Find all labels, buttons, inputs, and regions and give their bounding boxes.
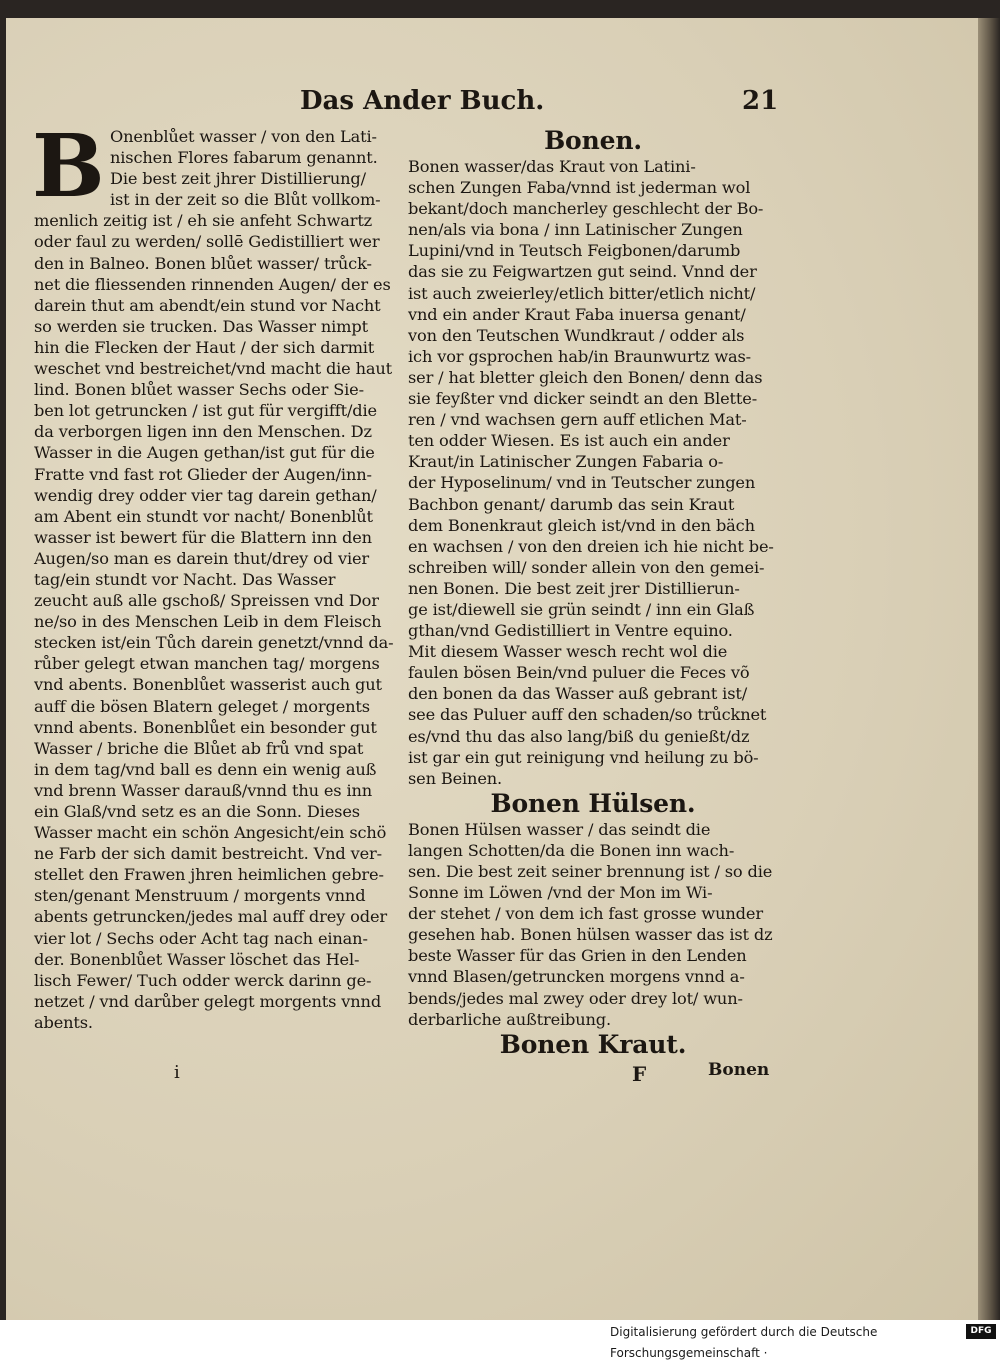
text-line: hin die Flecken der Haut / der sich darmit — [34, 337, 375, 357]
text-line: wendig drey odder vier tag darein gethan/ — [34, 485, 377, 505]
text-line: Wasser in die Augen gethan/ist gut für die — [34, 443, 375, 463]
text-line: stecken ist/ein Tůch darein genetzt/vnnd da- — [34, 633, 394, 653]
text-line: darein thut am abendt/ein stund vor Nacht — [34, 295, 381, 315]
text-line: vnd brenn Wasser darauß/vnnd thu es inn — [34, 780, 373, 800]
text-line: lisch Fewer/ Tuch odder werck darinn ge- — [34, 970, 372, 990]
text-line: ben lot getruncken / ist gut für vergifft/die — [34, 401, 377, 421]
page-number: 21 — [742, 86, 779, 116]
text-line: Lupini/vnd in Teutsch Feigbonen/darumb — [408, 241, 741, 261]
left-column — [32, 116, 394, 1033]
text-line: Mit diesem Wasser wesch recht wol die — [408, 642, 728, 662]
text-line: da verborgen ligen inn den Menschen. Dz — [34, 422, 372, 442]
text-line: Onenblůet wasser / von den Lati- — [110, 127, 377, 146]
text-line: gesehen hab. Bonen hülsen wasser das ist dz — [408, 925, 773, 945]
text-line: der stehet / von dem ich fast grosse wunder — [408, 904, 763, 924]
text-line: ren / vnd wachsen gern auff etlichen Mat- — [408, 410, 747, 430]
text-line: am Abent ein stundt vor nacht/ Bonenblůt — [34, 506, 373, 526]
text-line: das sie zu Feigwartzen gut seind. Vnnd der — [408, 262, 757, 282]
text-line: ein Glaß/vnd setz es an die Sonn. Dieses — [34, 802, 360, 821]
text-line: net die fliessenden rinnenden Augen/ der es — [34, 274, 391, 294]
text-line: dem Bonenkraut gleich ist/vnd in den bäch — [408, 515, 755, 535]
text-line: den in Balneo. Bonen blůet wasser/ trůck- — [34, 253, 372, 273]
bottom-left-mark: i — [174, 1062, 180, 1083]
section-heading-bonen: Bonen. — [544, 126, 642, 155]
text-line: Die best zeit jhrer Distillierung/ — [110, 169, 366, 189]
text-line: ist in der zeit so die Blůt vollkom- — [110, 190, 381, 210]
footer-credit: Digitalisierung gefördert durch die Deutsche Forschungsgemeinschaft · — [610, 1325, 878, 1360]
text-line: weschet vnd bestreichet/vnd macht die haut — [34, 359, 393, 379]
text-line: vnnd Blasen/getruncken morgens vnnd a- — [408, 967, 745, 987]
book-spine-edge — [978, 18, 1000, 1320]
text-line: ge ist/diewell sie grün seindt / inn ein Glaß — [408, 599, 755, 619]
section-bonen-text — [408, 156, 778, 789]
text-line: ne Farb der sich damit bestreicht. Vnd ver- — [34, 844, 382, 864]
text-line: ist gar ein gut reinigung vnd heilung zu bö- — [408, 747, 759, 767]
drop-cap-initial: B — [32, 116, 105, 217]
text-line: so werden sie trucken. Das Wasser nimpt — [34, 316, 368, 336]
text-line: auff die bösen Blatern geleget / morgents — [34, 696, 370, 716]
text-line: sen. Die best zeit seiner brennung ist / so die — [408, 862, 773, 881]
dfg-logo: DFG — [966, 1324, 996, 1339]
text-line: Sonne im Löwen /vnd der Mon im Wi- — [408, 883, 713, 903]
text-line: bekant/doch mancherley geschlecht der Bo- — [408, 199, 764, 219]
section-heading-bonen-huelsen: Bonen Hülsen. — [490, 788, 696, 818]
text-line: Bachbon genant/ darumb das sein Kraut — [408, 494, 735, 514]
text-line: Bonen Hülsen wasser / das seindt die — [408, 819, 711, 839]
right-column — [408, 126, 778, 1060]
text-line: beste Wasser für das Grien in den Lenden — [408, 946, 747, 966]
text-line: stellet den Frawen jhren heimlichen gebre- — [34, 865, 384, 885]
text-line: ich vor gsprochen hab/in Braunwurtz was- — [408, 346, 752, 366]
text-line: vnd ein ander Kraut Faba inuersa genant/ — [408, 304, 746, 324]
section-bonen-huelsen-text — [408, 819, 778, 1030]
text-line: abents. — [34, 1012, 93, 1032]
text-line: ten odder Wiesen. Es ist auch ein ander — [408, 431, 730, 451]
text-line: netzet / vnd darůber gelegt morgents vnnd — [34, 991, 382, 1011]
text-line: schreiben will/ sonder allein von den gemei- — [408, 557, 765, 577]
text-line: ist auch zweierley/etlich bitter/etlich nicht/ — [408, 283, 756, 303]
text-line: den bonen da das Wasser auß gebrant ist/ — [408, 684, 748, 704]
text-line: in dem tag/vnd ball es denn ein wenig auß — [34, 759, 377, 779]
text-line: nischen Flores fabarum genannt. — [110, 148, 378, 168]
text-line: vnnd abents. Bonenblůet ein besonder gut — [34, 717, 377, 737]
text-line: růber gelegt etwan manchen tag/ morgens — [34, 654, 380, 674]
text-line: ne/so in des Menschen Leib in dem Fleisch — [34, 612, 382, 632]
text-line: langen Schotten/da die Bonen inn wach- — [408, 840, 735, 860]
text-line: zeucht auß alle gschoß/ Spreissen vnd Dor — [34, 591, 379, 611]
text-line: der Hyposelinum/ vnd in Teutscher zungen — [408, 473, 756, 493]
text-line: oder faul zu werden/ sollē Gedistilliert wer — [34, 232, 380, 252]
text-line: see das Puluer auff den schaden/so trůcknet — [408, 705, 767, 725]
text-line: nen Bonen. Die best zeit jrer Distillierun- — [408, 578, 740, 598]
text-line: vier lot / Sechs oder Acht tag nach einan- — [34, 928, 368, 948]
text-line: Kraut/in Latinischer Zungen Fabaria o- — [408, 452, 724, 472]
text-line: wasser ist bewert für die Blattern inn den — [34, 527, 372, 547]
text-line: gthan/vnd Gedistilliert in Ventre equino. — [408, 621, 733, 641]
text-line: Wasser / briche die Blůet ab frů vnd spat — [34, 738, 364, 758]
text-line: derbarliche außtreibung. — [408, 1009, 612, 1029]
section-heading-bonen-kraut: Bonen Kraut. — [499, 1029, 687, 1059]
text-line: von den Teutschen Wundkraut / odder als — [408, 325, 745, 345]
text-line: sten/genant Menstruum / morgents vnnd — [34, 886, 366, 906]
text-line: menlich zeitig ist / eh sie anfeht Schwartz — [34, 211, 373, 231]
text-line: en wachsen / von den dreien ich hie nicht be- — [408, 536, 774, 556]
text-line: der. Bonenblůet Wasser löschet das Hel- — [34, 949, 360, 969]
text-line: Bonen wasser/das Kraut von Latini- — [408, 157, 696, 176]
text-line: sie feyßter vnd dicker seindt an den Blette- — [408, 389, 758, 409]
text-line: vnd abents. Bonenblůet wasserist auch gut — [34, 675, 382, 695]
text-line: Fratte vnd fast rot Glieder der Augen/inn- — [34, 464, 372, 484]
text-line: nen/als via bona / inn Latinischer Zungen — [408, 220, 743, 240]
text-line: Wasser macht ein schön Angesicht/ein schö — [34, 823, 387, 843]
text-line: tag/ein stundt vor Nacht. Das Wasser — [34, 569, 336, 589]
text-line: lind. Bonen blůet wasser Sechs oder Sie- — [34, 380, 364, 400]
text-line: bends/jedes mal zwey oder drey lot/ wun- — [408, 988, 743, 1008]
signature-mark: F — [632, 1062, 647, 1086]
text-line: faulen bösen Bein/vnd puluer die Feces võ — [408, 663, 750, 683]
text-line: ser / hat bletter gleich den Bonen/ denn das — [408, 367, 763, 387]
text-line: sen Beinen. — [408, 768, 503, 788]
text-line: es/vnd thu das also lang/biß du genießt/dz — [408, 726, 750, 746]
text-line: abents getruncken/jedes mal auff drey oder — [34, 907, 387, 927]
catchword: Bonen — [708, 1060, 770, 1080]
text-line: schen Zungen Faba/vnnd ist jederman wol — [408, 178, 751, 198]
running-title: Das Ander Buch. — [300, 86, 545, 116]
text-line: Augen/so man es darein thut/drey od vier — [34, 548, 369, 568]
